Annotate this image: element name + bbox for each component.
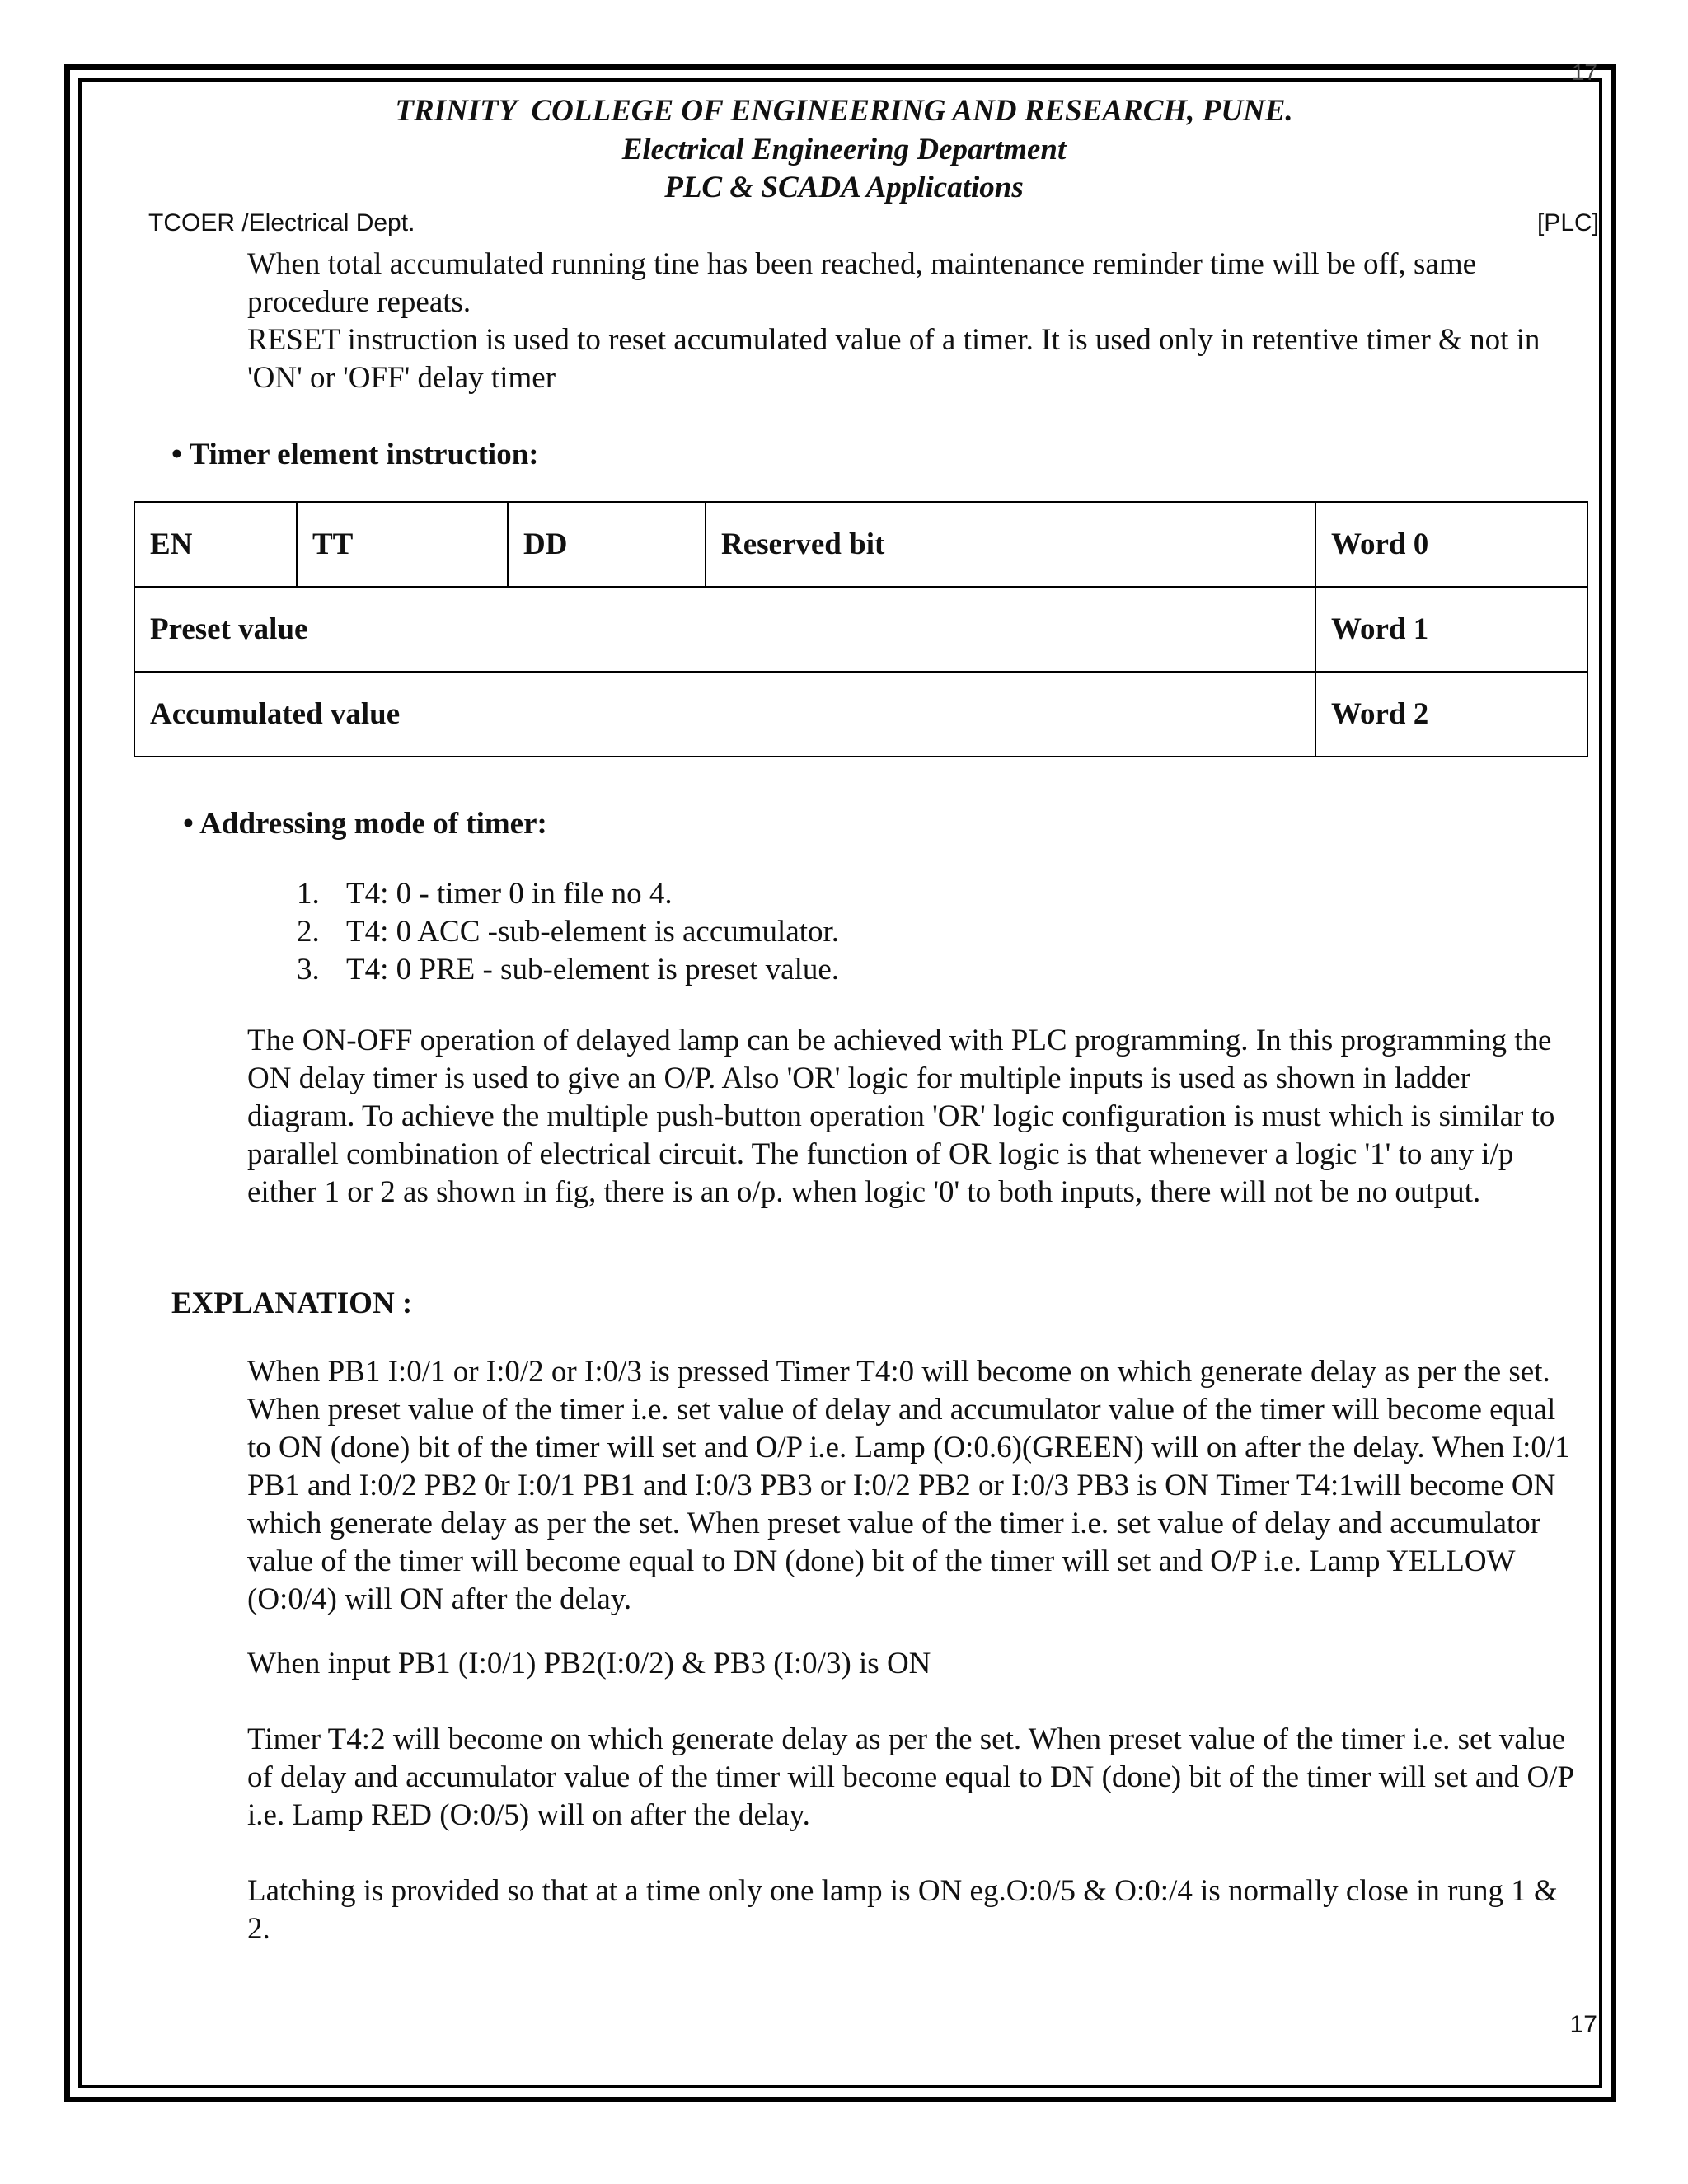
page-number-bottom: 17 bbox=[1569, 2011, 1597, 2038]
department-title: Electrical Engineering Department bbox=[621, 133, 1067, 166]
running-head-left: TCOER /Electrical Dept. bbox=[148, 209, 415, 237]
timer-element-table bbox=[134, 501, 1588, 757]
table-cell: Word 2 bbox=[1315, 672, 1587, 757]
table-cell: DD bbox=[508, 502, 706, 587]
list-number: 3. bbox=[297, 953, 320, 987]
list-item bbox=[247, 875, 1582, 913]
list-text: T4: 0 ACC -sub-element is accumulator. bbox=[346, 915, 840, 949]
course-title: PLC & SCADA Applications bbox=[664, 171, 1024, 204]
college-title: TRINITY COLLEGE OF ENGINEERING AND RESEARCH, PUNE. bbox=[395, 94, 1293, 128]
explanation-paragraph-3: Timer T4:2 will become on which generate delay as per the set. When preset value of the timer i.e. set value of delay and accumulator value of the timer will become equal to DN (done) bit of the timer will set and O/P i.e. Lamp RED (O:0/5) will on after the delay. bbox=[247, 1722, 1573, 1832]
list-item bbox=[247, 951, 1582, 989]
page-number-top: 17 bbox=[1571, 59, 1597, 85]
explanation-heading: EXPLANATION : bbox=[171, 1286, 413, 1320]
table-cell: Word 0 bbox=[1315, 502, 1587, 587]
intro-paragraph-2: RESET instruction is used to reset accumulated value of a timer. It is used only in retentive timer & not in 'ON' or 'OFF' delay timer bbox=[247, 323, 1540, 395]
list-number: 1. bbox=[297, 877, 320, 911]
addressing-list bbox=[247, 875, 1582, 989]
running-head-right: [PLC] bbox=[1536, 209, 1599, 237]
explanation-paragraph-1: When PB1 I:0/1 or I:0/2 or I:0/3 is pressed Timer T4:0 will become on which generate delay as per the set. When preset value of the timer i.e. set value of delay and accumulator value of the timer will become equal to ON (done) bit of the timer will set and O/P i.e. Lamp (O:0.6)(GREEN) will on after the delay. When I:0/1 PB1 and I:0/2 PB2 0r I:0/1 PB1 and I:0/3 PB3 or I:0/2 PB2 or I:0/3 PB3 is ON Timer T4:1will become ON which generate delay as per the set. When preset value of the timer i.e. set value of delay and accumulator value of the timer will become equal to DN (done) bit of the timer will set and O/P i.e. Lamp YELLOW (O:0/4) will ON after the delay. bbox=[247, 1355, 1570, 1616]
table-cell: Reserved bit bbox=[706, 502, 1315, 587]
table-cell: Preset value bbox=[134, 587, 1315, 672]
table-cell: Accumulated value bbox=[134, 672, 1315, 757]
table-cell: Word 1 bbox=[1315, 587, 1587, 672]
addressing-heading: • Addressing mode of timer: bbox=[183, 807, 547, 841]
list-item bbox=[247, 913, 1582, 951]
table-row bbox=[134, 672, 1587, 757]
list-text: T4: 0 - timer 0 in file no 4. bbox=[346, 877, 673, 911]
timer-element-heading: • Timer element instruction: bbox=[171, 438, 539, 471]
table-row bbox=[134, 502, 1587, 587]
explanation-paragraph-4: Latching is provided so that at a time only one lamp is ON eg.O:0/5 & O:0:/4 is normally close in rung 1 & 2. bbox=[247, 1874, 1558, 1946]
table-cell: TT bbox=[297, 502, 508, 587]
intro-paragraph-1: When total accumulated running tine has been reached, maintenance reminder time will be off, same procedure repeats. bbox=[247, 247, 1477, 319]
list-number: 2. bbox=[297, 915, 320, 949]
onoff-paragraph: The ON-OFF operation of delayed lamp can be achieved with PLC programming. In this programming the ON delay timer is used to give an O/P. Also 'OR' logic for multiple inputs is used as shown in ladder diagram. To achieve the multiple push-button operation 'OR' logic configuration is must which is similar to parallel combination of electrical circuit. The function of OR logic is that whenever a logic '1' to any i/p either 1 or 2 as shown in fig, there is an o/p. when logic '0' to both inputs, there will not be no output. bbox=[247, 1024, 1555, 1209]
explanation-paragraph-2: When input PB1 (I:0/1) PB2(I:0/2) & PB3 (I:0/3) is ON bbox=[247, 1647, 931, 1680]
table-row bbox=[134, 587, 1587, 672]
list-text: T4: 0 PRE - sub-element is preset value. bbox=[346, 953, 840, 987]
intro-section bbox=[247, 246, 1582, 397]
table-cell: EN bbox=[134, 502, 297, 587]
